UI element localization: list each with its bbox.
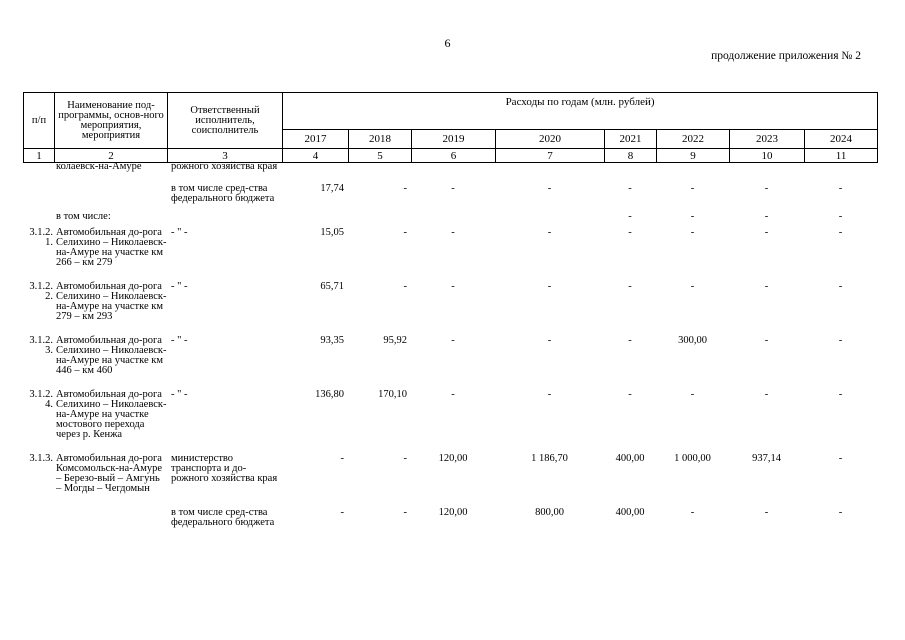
table-row xyxy=(23,508,877,528)
row-value: - xyxy=(764,389,769,400)
row-value: 400,00 xyxy=(615,453,645,464)
row-value: - xyxy=(403,183,407,194)
row-number xyxy=(23,212,54,222)
row-value: 170,10 xyxy=(378,389,407,400)
row-name: Автомобильная до-рога Селихино – Николаевск-на-Амуре на участке км 266 – км 279 xyxy=(56,227,167,268)
row-name: колаевск-на-Амуре xyxy=(56,161,142,172)
year-2018: 2018 xyxy=(349,130,412,149)
row-value xyxy=(348,212,411,222)
row-value: - xyxy=(690,507,695,518)
continuation-label: продолжение приложения № 2 xyxy=(711,50,861,62)
row-value: - xyxy=(451,183,455,194)
row-value: - xyxy=(628,335,632,346)
year-2020: 2020 xyxy=(496,130,605,149)
row-executor xyxy=(167,212,282,222)
table-row xyxy=(23,162,877,172)
row-number: 3.1.2. 3. xyxy=(29,335,53,356)
row-value xyxy=(411,212,495,222)
row-value: - xyxy=(764,183,769,194)
row-value: - xyxy=(764,211,769,222)
row-value: - xyxy=(547,183,552,194)
col-number: 3 xyxy=(168,149,283,163)
row-number: 3.1.2. 2. xyxy=(29,281,53,302)
row-executor: - " - xyxy=(171,227,188,238)
row-value: - xyxy=(628,389,632,400)
col-number: 10 xyxy=(730,149,805,163)
row-value: 937,14 xyxy=(752,453,781,464)
row-number: 3.1.2. 1. xyxy=(29,227,53,248)
row-executor: - " - xyxy=(171,389,188,400)
row-number: 3.1.3. xyxy=(29,453,53,464)
row-value: - xyxy=(547,335,552,346)
row-value: - xyxy=(838,211,843,222)
row-value: - xyxy=(547,389,552,400)
row-value: - xyxy=(838,453,843,464)
row-value: - xyxy=(403,507,407,518)
row-executor: - " - xyxy=(171,335,188,346)
row-value: 1 186,70 xyxy=(531,453,568,464)
header-num: п/п xyxy=(24,93,55,149)
col-number: 9 xyxy=(657,149,730,163)
row-value xyxy=(604,162,656,172)
col-number: 1 xyxy=(24,149,55,163)
row-executor: - " - xyxy=(171,281,188,292)
table-row xyxy=(23,212,877,222)
table-row xyxy=(23,184,877,204)
row-value: 17,74 xyxy=(320,183,344,194)
row-value: - xyxy=(690,211,695,222)
row-executor: министерство транспорта и до-рожного хозяйства края xyxy=(171,453,278,484)
row-value: - xyxy=(690,281,695,292)
table-row xyxy=(23,390,877,440)
row-value xyxy=(495,162,604,172)
row-name: Автомобильная до-рога Селихино – Николаевск-на-Амуре на участке км 279 – км 293 xyxy=(56,281,167,322)
row-value: 400,00 xyxy=(615,507,645,518)
table-row xyxy=(23,336,877,376)
row-value: 120,00 xyxy=(438,507,468,518)
row-value xyxy=(656,162,729,172)
row-name: Автомобильная до-рога Селихино – Николаевск-на-Амуре на участке мостового перехода через р. Кенжа xyxy=(56,389,167,440)
row-value: - xyxy=(403,227,407,238)
row-value xyxy=(495,212,604,222)
row-value xyxy=(282,212,348,222)
row-value: - xyxy=(451,227,455,238)
table-header xyxy=(23,92,878,163)
row-value: - xyxy=(764,335,769,346)
row-name xyxy=(54,184,167,204)
year-2022: 2022 xyxy=(657,130,730,149)
page-number: 6 xyxy=(444,36,451,50)
col-number: 5 xyxy=(349,149,412,163)
table-row xyxy=(23,282,877,322)
year-2024: 2024 xyxy=(805,130,878,149)
table-row xyxy=(23,228,877,268)
row-value: 120,00 xyxy=(438,453,468,464)
row-value: 65,71 xyxy=(320,281,344,292)
row-value xyxy=(411,162,495,172)
row-value: 1 000,00 xyxy=(674,453,711,464)
row-value: - xyxy=(403,281,407,292)
row-value: - xyxy=(838,507,843,518)
row-value: - xyxy=(690,227,695,238)
table-body xyxy=(23,162,877,528)
row-value: - xyxy=(451,335,455,346)
header-expenses: Расходы по годам (млн. рублей) xyxy=(283,93,878,130)
row-value: - xyxy=(690,389,695,400)
col-number: 4 xyxy=(283,149,349,163)
row-value: - xyxy=(838,335,843,346)
row-value: - xyxy=(403,453,407,464)
row-number xyxy=(23,162,54,172)
year-2017: 2017 xyxy=(283,130,349,149)
row-name: Автомобильная до-рога Комсомольск-на-Амуре – Березо-вый – Амгунь – Могды – Чегдомын xyxy=(56,453,163,494)
row-value: 300,00 xyxy=(678,335,707,346)
row-value: - xyxy=(838,227,843,238)
row-value: - xyxy=(628,227,632,238)
row-value: - xyxy=(628,281,632,292)
row-name: в том числе: xyxy=(56,211,111,222)
row-value: - xyxy=(838,389,843,400)
year-2021: 2021 xyxy=(605,130,657,149)
row-value: - xyxy=(764,227,769,238)
row-value: - xyxy=(764,507,769,518)
row-value: - xyxy=(340,453,344,464)
year-2023: 2023 xyxy=(730,130,805,149)
row-value xyxy=(804,162,877,172)
row-value xyxy=(729,162,804,172)
row-name xyxy=(54,508,167,528)
row-value: - xyxy=(547,227,552,238)
col-number: 11 xyxy=(805,149,878,163)
row-value: - xyxy=(628,211,632,222)
row-value: - xyxy=(547,281,552,292)
col-number: 7 xyxy=(496,149,605,163)
row-value: - xyxy=(628,183,632,194)
header-executor: Ответственный исполнитель, соисполнитель xyxy=(168,93,283,149)
row-value: 136,80 xyxy=(315,389,344,400)
table-row xyxy=(23,454,877,494)
row-value: - xyxy=(764,281,769,292)
row-number: 3.1.2. 4. xyxy=(29,389,53,410)
col-number: 6 xyxy=(412,149,496,163)
row-value: - xyxy=(340,507,344,518)
row-value: - xyxy=(690,183,695,194)
row-value xyxy=(282,162,348,172)
header-name: Наименование под-программы, основ-ного мероприятия, мероприятия xyxy=(55,93,168,149)
row-value: 15,05 xyxy=(320,227,344,238)
row-executor: в том числе сред-ства федерального бюджета xyxy=(171,507,275,528)
row-executor: рожного хозяйства края xyxy=(171,161,278,172)
row-value: 800,00 xyxy=(535,507,564,518)
row-value: 95,92 xyxy=(383,335,407,346)
col-number: 8 xyxy=(605,149,657,163)
row-number xyxy=(23,508,54,528)
row-value: - xyxy=(838,281,843,292)
row-value: - xyxy=(451,389,455,400)
row-value: 93,35 xyxy=(320,335,344,346)
row-value: - xyxy=(838,183,843,194)
row-value: - xyxy=(451,281,455,292)
row-name: Автомобильная до-рога Селихино – Николаевск-на-Амуре на участке км 446 – км 460 xyxy=(56,335,167,376)
col-number: 2 xyxy=(55,149,168,163)
row-executor: в том числе сред-ства федерального бюджета xyxy=(171,183,275,204)
row-value xyxy=(348,162,411,172)
row-number xyxy=(23,184,54,204)
year-2019: 2019 xyxy=(412,130,496,149)
